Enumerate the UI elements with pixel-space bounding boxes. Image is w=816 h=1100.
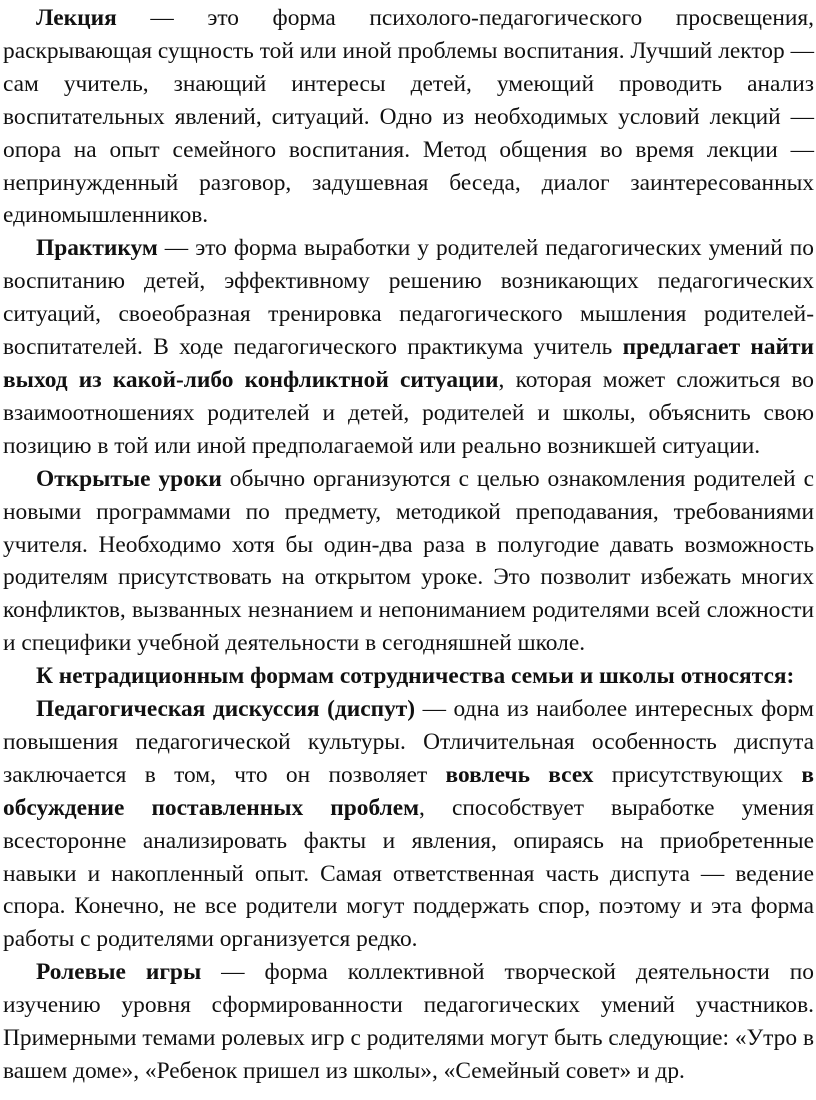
text-run: , которая может сложиться во взаимоотношениях родителей и детей, родителей и школы, объяснить свою позицию в той или иной предполагаемой или реально возникшей ситуации. <box>3 366 814 459</box>
text-run: , способствует выработке умения всесторонне анализировать факты и явления, опираясь на приобретенные навыки и накопленный опыт. Самая ответственная часть диспута — ведение спора. Конечно, не все родители могут поддержать спор, поэтому и эта форма работы с родителями организуется редко. <box>3 794 814 953</box>
text-run: присутствующих <box>593 761 802 788</box>
bold-term: Лекция <box>36 5 117 31</box>
paragraph-discussion <box>3 693 814 956</box>
text-run: — форма коллективной творческой деятельности по изучению уровня сформированности педагогических умений участников. Примерными темами ролевых игр с родителями могут быть следующие: «Утро в вашем доме», «Ребенок пришел из школы», «Семейный совет» и др. <box>3 959 814 1084</box>
text-run: — это форма психолого-педагогического просвещения, раскрывающая сущность той или иной проблемы воспитания. Лучший лектор — сам учитель, знающий интересы детей, умеющий проводить анализ воспитательных явлений, ситуаций. Одно из необходимых условий лекций — опора на опыт семейного воспитания. Метод общения во время лекции — непринужденный разговор, задушевная беседа, диалог заинтересованных единомышленников. <box>3 5 814 229</box>
paragraph-lecture <box>3 2 814 232</box>
bold-term: предлагает найти выход из какой-либо конфликтной ситуации <box>3 334 814 393</box>
bold-term: в обсуждение поставленных проблем <box>3 761 814 821</box>
paragraph-role-games <box>3 956 814 1088</box>
text-run: обычно организуются с целью ознакомления родителей с новыми программами по предмету, методикой преподавания, требованиями учителя. Необходимо хотя бы один-два раза в полугодие давать возможность родителям присутствовать на открытом уроке. Это позволит избежать многих конфликтов, вызванных незнанием и непониманием родителями всей сложности и специфики учебной деятельности в сегодняшней школе. <box>3 465 814 657</box>
bold-term: Открытые уроки <box>36 465 222 492</box>
paragraph-practicum <box>3 232 814 462</box>
bold-term: Практикум <box>36 235 158 262</box>
bold-term: Ролевые игры <box>36 959 202 986</box>
bold-term: вовлечь всех <box>445 761 594 788</box>
text-run: — одна из наиболее интересных форм повышения педагогической культуры. Отличительная особенность диспута заключается в том, что он позволяет <box>3 696 814 788</box>
paragraph-open-lessons <box>3 463 814 660</box>
bold-term: Педагогическая дискуссия (диспут) <box>36 696 416 723</box>
text-run: — это форма выработки у родителей педагогических умений по воспитанию детей, эффективному решению возникающих педагогических ситуаций, своеобразная тренировка педагогического мышления родителей-воспитателей. В ходе педагогического практикума учитель <box>3 235 814 361</box>
paragraph-nontraditional-heading <box>3 660 814 693</box>
bold-term: К нетрадиционным формам сотрудничества семьи и школы относятся: <box>36 663 795 690</box>
document-body <box>3 2 814 1088</box>
